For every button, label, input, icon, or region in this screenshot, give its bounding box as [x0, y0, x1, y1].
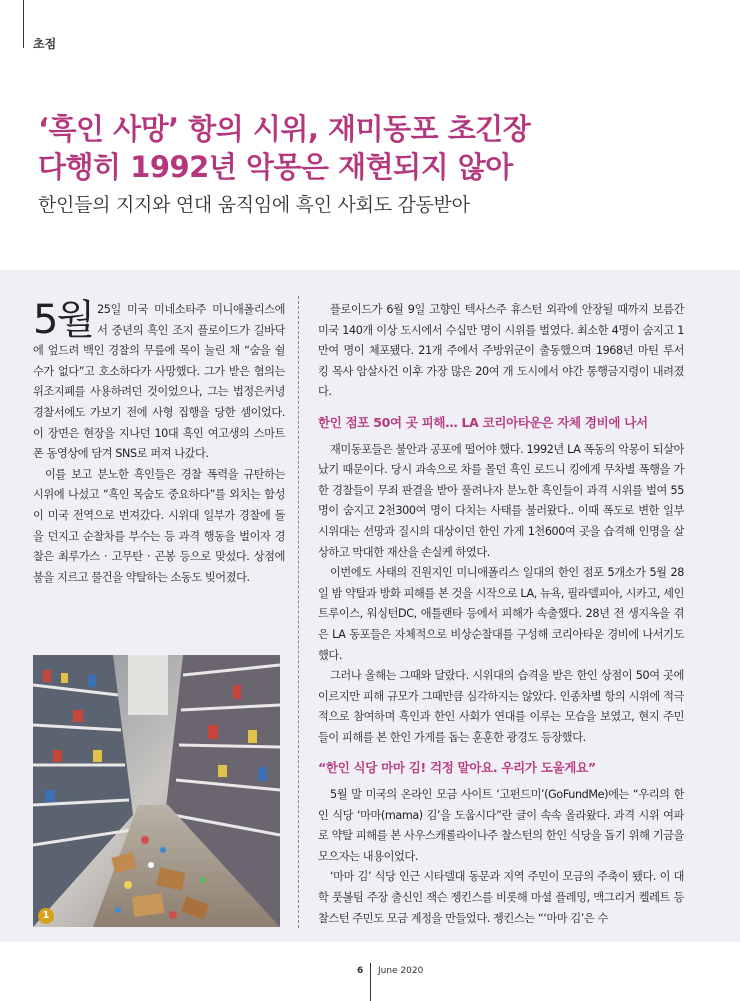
store-damage-photo [33, 655, 280, 927]
issue-date: June 2020 [378, 966, 424, 976]
article-paragraph: 5월 말 미국의 온라인 모금 사이트 ‘고펀드미’(GoFundMe)에는 “우리의 한인 식당 ‘마마(mama) 김’을 도웁시다”란 글이 속속 올라왔다. 과격 시위 여파로 약탈 피해를 본 사우스캐롤라이나주 찰스턴의 한인 식당을 돕기 위해 기금을 모으자는 내용이었다. [318, 788, 684, 863]
subheading: 한인 점포 50여 곳 피해… LA 코리아타운은 자체 경비에 나서 [318, 414, 648, 430]
headline [38, 110, 718, 217]
photo-number-badge: 1 [38, 908, 54, 924]
paragraph-text: 25일 미국 미네소타주 미니애폴리스에서 중년의 흑인 조지 플로이드가 길바닥에 엎드려 백인 경찰의 무릎에 목이 눌린 채 “숨을 쉴 수가 없다”고 호소하다가 사망했다. 그가 받은 혐의는 위조지폐를 사용하려던 것이었으나, 그는 법정은커녕 경찰서에도 가보기 전에 사형 집행을 당한 셈이었다. 이 장면은 현장을 지나던 10대 흑인 여고생의 스마트폰 동영상에 담겨 SNS로 퍼져 나갔다. [33, 303, 285, 461]
headline-title-line1: ‘흑인 사망’ 항의 시위, 재미동포 초긴장 [38, 112, 531, 146]
article-paragraph: 이번에도 사태의 진원지인 미니애폴리스 일대의 한인 점포 5개소가 5월 28일 밤 약탈과 방화 피해를 본 것을 시작으로 LA, 뉴욕, 필라델피아, 시카고, 세인트루이스, 워싱턴DC, 애틀랜타 등에서 피해가 속출했다. 28년 전 생지옥을 겪은 LA 동포들은 자체적으로 비상순찰대를 구성해 코리아타운 경비에 나서기도 했다. [318, 566, 684, 662]
article-paragraph: 플로이드가 6월 9일 고향인 텍사스주 휴스턴 외곽에 안장될 때까지 보름간 미국 140개 이상 도시에서 수십만 명이 시위를 벌였다. 최소한 4명이 숨지고 1만여 명이 체포됐다. 21개 주에서 주방위군이 출동했으며 1968년 마틴 루서 킹 목사 암살사건 이후 가장 많은 20여 개 도시에서 야간 통행금지령이 내려졌다. [318, 303, 684, 399]
subheading: “한인 식당 마마 김! 걱정 말아요. 우리가 도울게요” [318, 760, 596, 776]
article-left-column [33, 297, 285, 588]
headline-title-line2: 다행히 1992년 악몽은 재현되지 않아 [38, 150, 513, 184]
dropcap: 5월 [33, 297, 94, 343]
article-paragraph: 재미동포들은 불안과 공포에 떨어야 했다. 1992년 LA 폭동의 악몽이 되살아났기 때문이다. 당시 과속으로 차를 몰던 흑인 로드니 킹에게 무차별 폭행을 가한 경찰들이 무죄 판결을 받아 풀려나자 분노한 흑인들이 과격 시위를 벌여 55명이 숨지고 2천300여 명이 다치는 사태를 불러왔다.. 이때 폭도로 변한 일부 시위대는 선망과 질시의 대상이던 한인 가게 1천600여 곳을 습격해 인명을 살상하고 막대한 재산을 손실케 하였다. [318, 442, 684, 559]
article-paragraph [33, 297, 285, 465]
page-number: 6 [357, 966, 364, 976]
article-paragraph: 그러나 올해는 그때와 달랐다. 시위대의 습격을 받은 한인 상점이 50여 곳에 이르지만 피해 규모가 그때만큼 심각하지는 않았다. 인종차별 항의 시위에 적극적으로 참여하며 흑인과 한인 사회가 연대를 이루는 모습을 보였고, 현지 주민들이 피해를 본 한인 가게를 돕는 훈훈한 광경도 등장했다. [318, 669, 684, 744]
article-paragraph: ‘마마 김’ 식당 인근 시타델대 동문과 지역 주민이 모금의 주축이 됐다. 이 대학 풋볼팀 주장 출신인 잭슨 젱킨스를 비롯해 마셜 플레밍, 맥그리거 켈레트 등 찰스턴 주민도 모금 계정을 만들었다. 젱킨스는 “‘마마 김’은 수 [318, 870, 684, 925]
section-marker-bar [23, 0, 24, 48]
section-label: 초점 [33, 37, 57, 51]
column-divider [298, 296, 299, 928]
footer-divider [370, 963, 371, 1001]
article-paragraph: 이를 보고 분노한 흑인들은 경찰 폭력을 규탄하는 시위에 나섰고 “흑인 목숨도 중요하다”를 외치는 함성이 미국 전역으로 번져갔다. 시위대 일부가 경찰에 돌을 던지고 순찰차를 부수는 등 과격 행동을 벌이자 경찰은 최루가스 · 고무탄 · 곤봉 등으로 맞섰다. 상점에 불을 지르고 물건을 약탈하는 소동도 빚어졌다. [33, 467, 285, 584]
headline-subtitle: 한인들의 지지와 연대 움직임에 흑인 사회도 감동받아 [38, 194, 470, 216]
article-right-column [318, 300, 684, 929]
